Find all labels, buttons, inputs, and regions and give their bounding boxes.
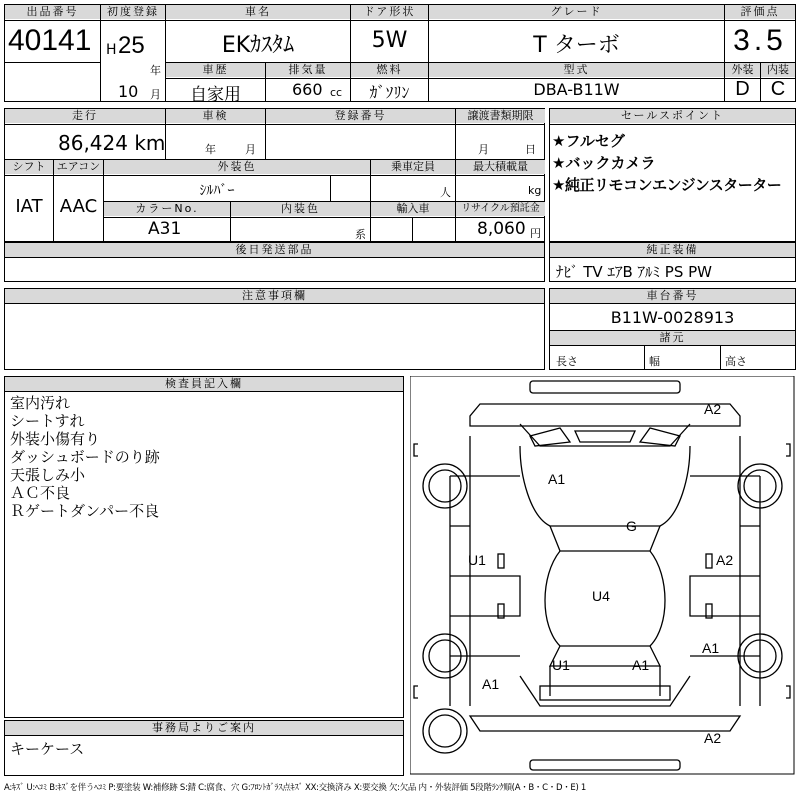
color-no: A31 bbox=[148, 219, 182, 239]
fuel-label: 燃料 bbox=[351, 63, 428, 77]
sales-point-3: ★純正リモコンエンジンスターター bbox=[552, 176, 782, 194]
height-label: 高さ bbox=[725, 355, 747, 368]
mark-u1-rear: U1 bbox=[552, 657, 570, 673]
transfer-day-unit: 日 bbox=[525, 143, 536, 156]
inspector-notes bbox=[10, 394, 160, 520]
mark-a1-left-rear: A1 bbox=[482, 676, 500, 692]
aircon: AAC bbox=[59, 196, 98, 217]
sales-point-1: ★フルセグ bbox=[552, 132, 625, 150]
length-label: 長さ bbox=[556, 355, 578, 368]
exterior-label: 外装 bbox=[725, 63, 760, 77]
recycle-unit: 円 bbox=[530, 227, 541, 240]
shift-label: シフト bbox=[5, 160, 53, 174]
capacity-unit: 人 bbox=[440, 186, 451, 199]
color-no-label: カラーNo. bbox=[104, 202, 230, 216]
mark-a1-right-fender: A1 bbox=[702, 640, 720, 656]
grade-label: グレード bbox=[429, 5, 724, 19]
aircon-label: エアコン bbox=[54, 160, 103, 174]
inspector-note: 外装小傷有り bbox=[10, 430, 101, 448]
displacement-label: 排気量 bbox=[266, 63, 350, 77]
max-load-unit: kg bbox=[528, 184, 542, 197]
ext-color: ｼﾙﾊﾞｰ bbox=[199, 183, 235, 199]
fuel: ｶﾞｿﾘﾝ bbox=[369, 83, 410, 102]
door-label: ドア形状 bbox=[351, 5, 428, 19]
sales-point-2: ★バックカメラ bbox=[552, 154, 656, 172]
inspector-label: 検査員記入欄 bbox=[5, 377, 403, 391]
inspector-note: Ｒゲートダンパー不良 bbox=[10, 502, 160, 520]
shift: IAT bbox=[15, 196, 43, 217]
sales-points-label: セールスポイント bbox=[550, 109, 795, 123]
damage-diagram bbox=[410, 376, 796, 776]
mark-u1-left: U1 bbox=[468, 552, 486, 568]
inspector-note: 天張しみ小 bbox=[10, 466, 86, 484]
inspector-note: 室内汚れ bbox=[10, 394, 71, 412]
inspection-label: 車検 bbox=[166, 109, 265, 123]
lot-number: 40141 bbox=[8, 24, 92, 57]
office-text: キーケース bbox=[10, 740, 85, 758]
grade: T ターボ bbox=[533, 33, 620, 58]
reg-month-unit: 月 bbox=[150, 88, 161, 101]
inspection-year-unit: 年 bbox=[205, 143, 216, 156]
reg-month: 10 bbox=[118, 82, 139, 101]
later-parts-label: 後日発送部品 bbox=[5, 243, 544, 257]
dims-label: 諸元 bbox=[550, 331, 795, 345]
era: H bbox=[106, 42, 117, 58]
interior-grade: C bbox=[770, 78, 786, 100]
model-label: 型式 bbox=[429, 63, 724, 77]
inspection-month-unit: 月 bbox=[245, 143, 256, 156]
notes-label: 注意事項欄 bbox=[5, 289, 544, 303]
mark-a1-hood: A1 bbox=[548, 471, 566, 487]
mileage: 86,424 km bbox=[58, 131, 166, 155]
score-label: 評価点 bbox=[725, 5, 795, 19]
recycle-fee: 8,060 bbox=[477, 219, 526, 239]
equipment-items: ﾅﾋﾞ TV ｴｱB ｱﾙﾐ PS PW bbox=[556, 263, 712, 281]
chassis-number: B11W-0028913 bbox=[610, 308, 735, 327]
ext-color-label: 外装色 bbox=[104, 160, 370, 174]
transfer-month-unit: 月 bbox=[478, 143, 489, 156]
door-type: 5W bbox=[371, 28, 408, 53]
lot-label: 出品番号 bbox=[5, 5, 100, 19]
reg-year-unit: 年 bbox=[150, 64, 161, 77]
displacement: 660 bbox=[292, 80, 323, 99]
exterior-grade: D bbox=[735, 78, 750, 100]
chassis-label: 車台番号 bbox=[550, 289, 795, 303]
transfer-deadline-label: 譲渡書類期限 bbox=[456, 109, 545, 123]
int-color-label: 内装色 bbox=[231, 202, 370, 216]
model-code: DBA-B11W bbox=[533, 80, 620, 99]
mark-g-glass: G bbox=[626, 518, 637, 534]
mark-a2-right: A2 bbox=[716, 552, 734, 568]
office-label: 事務局よりご案内 bbox=[5, 721, 403, 735]
recycle-label: リサイクル預託金 bbox=[456, 202, 545, 216]
interior-label: 内装 bbox=[761, 63, 795, 77]
inspector-note: ダッシュボードのり跡 bbox=[10, 448, 160, 466]
reg-year: 25 bbox=[118, 32, 145, 59]
width-label: 幅 bbox=[649, 355, 660, 368]
equipment-label: 純正装備 bbox=[550, 243, 795, 257]
history-label: 車歴 bbox=[166, 63, 265, 77]
max-load-label: 最大積載量 bbox=[456, 160, 545, 174]
inspector-note: ＡＣ不良 bbox=[10, 484, 71, 502]
mark-a1-rear: A1 bbox=[632, 657, 650, 673]
mark-a2-back: A2 bbox=[704, 730, 722, 746]
score: 3.5 bbox=[733, 24, 787, 57]
history: 自家用 bbox=[190, 85, 241, 105]
plate-label: 登録番号 bbox=[266, 109, 455, 123]
car-name: EKｶｽﾀﾑ bbox=[221, 33, 295, 58]
inspector-note: シートすれ bbox=[10, 412, 85, 430]
capacity-label: 乗車定員 bbox=[371, 160, 455, 174]
int-color-unit: 系 bbox=[355, 228, 366, 241]
mark-a2-front: A2 bbox=[704, 401, 722, 417]
mileage-label: 走行 bbox=[5, 109, 165, 123]
first-reg-label: 初度登録 bbox=[101, 5, 165, 19]
displacement-unit: cc bbox=[330, 86, 343, 99]
import-label: 輸入車 bbox=[371, 202, 455, 216]
mark-u4-roof: U4 bbox=[592, 588, 610, 604]
car-name-label: 車名 bbox=[166, 5, 350, 19]
legend: A:ｷｽﾞ U:ﾍｺﾐ B:ｷｽﾞを伴うﾍｺﾐ P:要塗装 W:補修跡 S:錆 C:腐食、穴 G:ﾌﾛﾝﾄｶﾞﾗｽ点ｷｽﾞ XX:交換済み X:要交換 欠:欠品 内・外装評価 5段階ﾗﾝｸ順(A・B・C・D・E) 1 bbox=[4, 783, 587, 793]
